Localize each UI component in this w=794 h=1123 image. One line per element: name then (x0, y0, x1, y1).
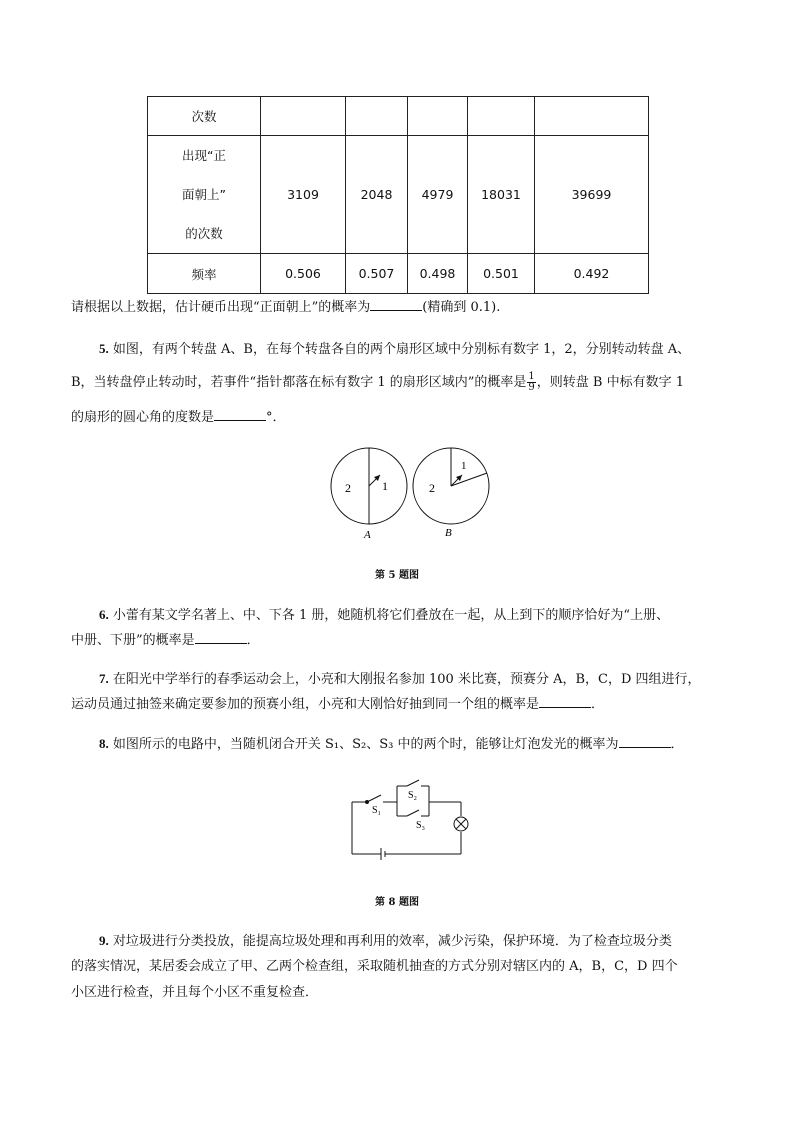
q5-text: 如图，有两个转盘 A、B，在每个转盘各自的两个扇形区域中分别标有数字 1，2，分别转动转盘 A、 (108, 342, 691, 357)
q5-text: B，当转盘停止转动时，若事件“指针都落在标有数字 1 的扇形区域内”的概率是 (71, 375, 527, 390)
table-cell (535, 97, 649, 136)
table-row-label: 次数 (148, 97, 261, 136)
fraction-denominator: 9 (528, 382, 535, 393)
answer-blank (370, 298, 422, 311)
table-cell: 18031 (468, 136, 535, 254)
question-number: 5. (99, 341, 109, 356)
q7-text: 运动员通过抽签来确定要参加的预赛小组，小亮和大刚恰好抽到同一个组的概率是 (71, 697, 540, 712)
answer-blank (539, 695, 591, 708)
switch-label: S₃ (416, 820, 426, 831)
q7-line2 (71, 695, 731, 715)
switch-label: S₂ (408, 790, 418, 801)
fraction-numerator: 1 (528, 371, 535, 382)
sector-label: 1 (461, 460, 467, 472)
q8-text: 如图所示的电路中，当随机闭合开关 S₁、S₂、S₃ 中的两个时，能够让灯泡发光的概率为 (108, 737, 619, 752)
table-cell: 4979 (408, 136, 468, 254)
table-cell (346, 97, 408, 136)
spinner-a (331, 448, 407, 541)
q8-line1 (99, 734, 759, 755)
table-cell: 3109 (261, 136, 346, 254)
figure-caption: 第 8 题图 (375, 897, 419, 908)
q5-text: °． (266, 410, 286, 425)
table-cell (468, 97, 535, 136)
q4-text-after: (精确到 0.1). (422, 300, 501, 315)
q6-text: 小蕾有某文学名著上、中、下各 1 册，她随机将它们叠放在一起，从上到下的顺序恰好为“上册、 (108, 608, 670, 623)
sector-label: 1 (382, 479, 388, 493)
q5-line1 (99, 339, 759, 360)
q7-line1 (99, 669, 759, 690)
q9-text: 对垃圾进行分类投放，能提高垃圾处理和再利用的效率，减少污染，保护环境．为了检查垃圾分类 (108, 934, 672, 949)
spinner-name: B (445, 527, 452, 539)
frequency-table (147, 96, 649, 294)
q6-text: 中册、下册”的概率是 (71, 633, 195, 648)
label-line: 的次数 (185, 226, 223, 241)
switch-s1-icon (367, 795, 381, 802)
q6-line2 (71, 631, 731, 651)
spinner-b (413, 448, 489, 539)
answer-blank (195, 631, 247, 644)
sector-label: 2 (345, 481, 351, 495)
table-cell (408, 97, 468, 136)
table-cell: 0.501 (468, 254, 535, 294)
table-cell: 0.507 (346, 254, 408, 294)
q4-text: 请根据以上数据，估计硬币出现“正面朝上”的概率为 (71, 300, 371, 315)
q9-line3: 小区进行检查，并且每个小区不重复检查． (71, 985, 319, 1000)
question-number: 9. (99, 933, 109, 948)
figure-caption: 第 5 题图 (375, 570, 419, 581)
table-cell: 0.506 (261, 254, 346, 294)
question-number: 8. (99, 736, 109, 751)
table-cell: 0.498 (408, 254, 468, 294)
switch-s2-icon (407, 780, 419, 786)
table-cell: 2048 (346, 136, 408, 254)
sector-label: 2 (429, 481, 435, 495)
table-row (148, 254, 649, 294)
q4-conclusion (71, 298, 731, 318)
table-cell: 39699 (535, 136, 649, 254)
table-cell: 0.492 (535, 254, 649, 294)
question-number: 6. (99, 607, 109, 622)
q5-line2 (71, 372, 731, 393)
circuit-figure (345, 776, 475, 866)
switch-label: S₁ (372, 805, 382, 816)
label-line: 面朝上” (182, 187, 226, 202)
q6-text: ． (246, 633, 260, 648)
q9-line1 (99, 931, 759, 952)
table-row (148, 97, 649, 136)
spinner-figure (325, 446, 495, 546)
switch-s3-icon (407, 810, 419, 816)
answer-blank (214, 408, 266, 421)
q5-text: 的扇形的圆心角的度数是 (71, 410, 215, 425)
q9-line2: 的落实情况，某居委会成立了甲、乙两个检查组，采取随机抽查的方式分别对辖区内的 A，B，C，D 四个 (71, 959, 678, 974)
q5-text: ，则转盘 B 中标有数字 1 (536, 375, 684, 390)
q7-text: 在阳光中学举行的春季运动会上，小亮和大刚报名参加 100 米比赛，预赛分 A，B，C，D 四组进行， (108, 672, 701, 687)
q7-text: ． (591, 697, 605, 712)
answer-blank (619, 735, 671, 748)
q8-text: ． (670, 737, 684, 752)
q5-line3 (71, 408, 731, 428)
table-row-label: 频率 (148, 254, 261, 294)
q6-line1 (99, 605, 759, 626)
label-line: 出现“正 (182, 148, 226, 163)
table-row (148, 136, 649, 254)
fraction (527, 372, 535, 393)
question-number: 7. (99, 671, 109, 686)
spinner-name: A (364, 529, 371, 541)
table-row-label (148, 136, 261, 254)
table-cell (261, 97, 346, 136)
